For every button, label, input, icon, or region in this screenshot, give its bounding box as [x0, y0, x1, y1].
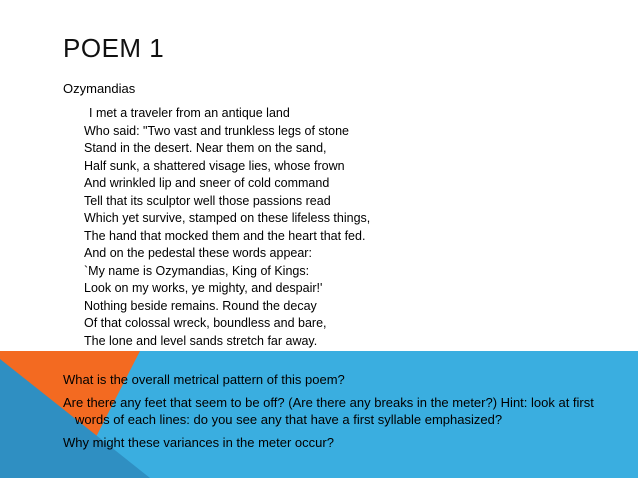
poem-line: I met a traveler from an antique land — [89, 106, 290, 120]
question-item: Are there any feet that seem to be off? (Are there any breaks in the meter?) Hint: look at first words of each lines: do you see any that have a first syllable emphasized? — [63, 394, 594, 427]
poem-line: The lone and level sands stretch far away. — [84, 333, 318, 348]
poem-line: And on the pedestal these words appear: — [84, 246, 312, 260]
poem-line: Look on my works, ye mighty, and despair!' — [84, 281, 323, 295]
slide-subtitle: Ozymandias — [63, 81, 136, 96]
poem-line: `My name is Ozymandias, King of Kings: — [84, 263, 310, 278]
poem-line: Tell that its sculptor well those passions read — [84, 193, 331, 208]
poem-line: The hand that mocked them and the heart that fed. — [84, 228, 366, 243]
poem-text — [84, 105, 370, 350]
question-item: What is the overall metrical pattern of this poem? — [63, 372, 345, 387]
poem-line: Of that colossal wreck, boundless and bare, — [84, 316, 327, 330]
slide-title: POEM 1 — [63, 33, 165, 63]
question-item: Why might these variances in the meter occur? — [63, 434, 334, 450]
discussion-questions — [63, 371, 608, 456]
poem-line: Nothing beside remains. Round the decay — [84, 298, 317, 313]
poem-line: Which yet survive, stamped on these lifeless things, — [84, 211, 371, 225]
poem-line: And wrinkled lip and sneer of cold command — [84, 176, 330, 190]
poem-line: Stand in the desert. Near them on the sand, — [84, 141, 327, 155]
poem-line: Half sunk, a shattered visage lies, whose frown — [84, 158, 345, 173]
poem-line: Who said: "Two vast and trunkless legs of stone — [84, 123, 349, 138]
